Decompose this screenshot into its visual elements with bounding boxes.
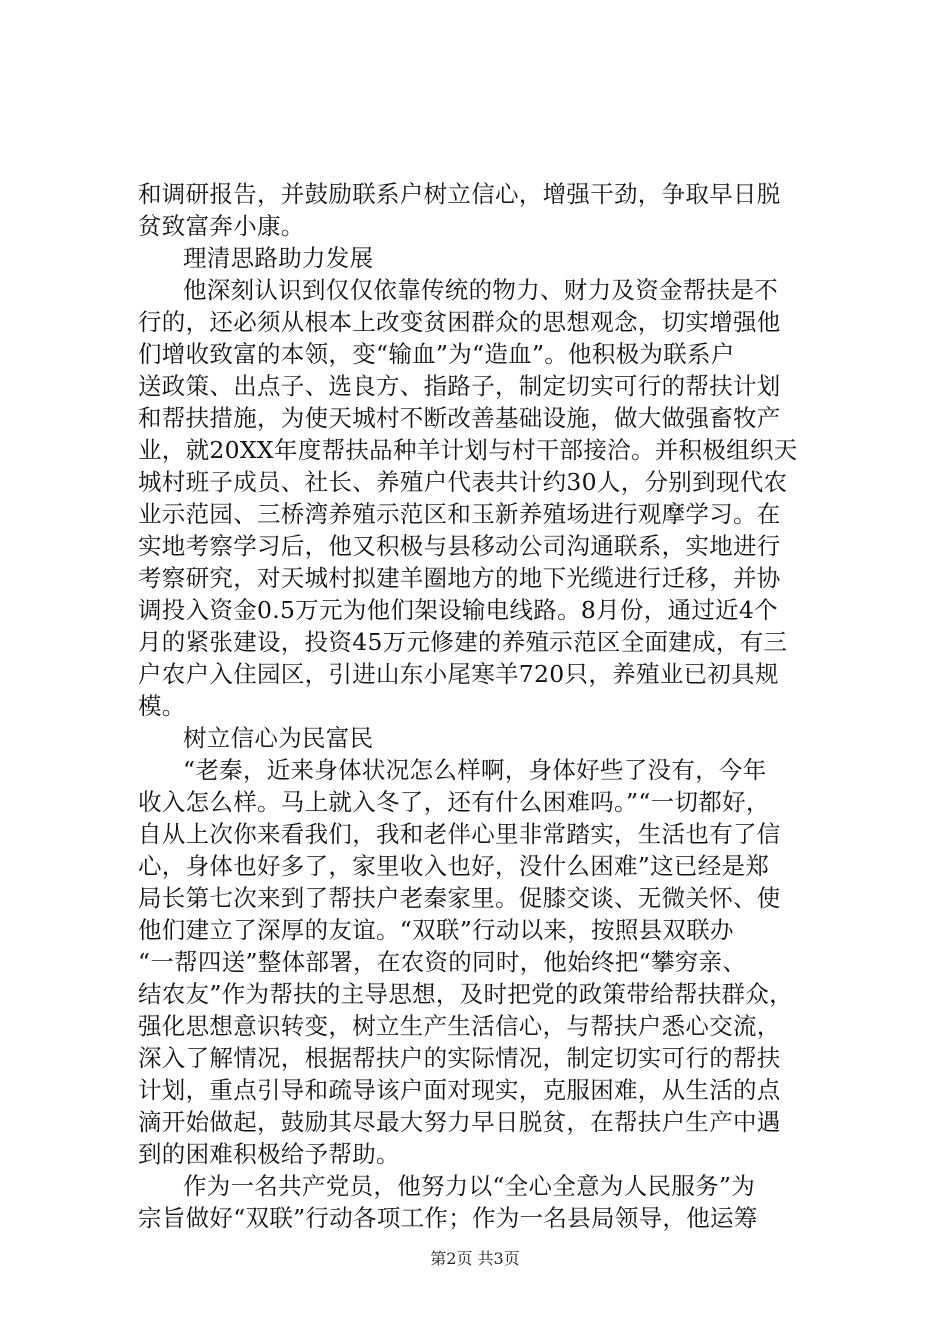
body-text-line: 模。 <box>138 692 186 720</box>
body-text-line: 实地考察学习后，他又积极与县移动公司沟通联系，实地进行 <box>138 532 781 560</box>
body-text-line: 他深刻认识到仅仅依靠传统的物力、财力及资金帮扶是不 <box>183 276 778 304</box>
body-text-line: 计划，重点引导和疏导该户面对现实，克服困难，从生活的点 <box>138 1076 781 1104</box>
body-text-line: “老秦，近来身体状况怎么样啊，身体好些了没有，今年 <box>183 756 767 784</box>
body-text-line: 城村班子成员、社长、养殖户代表共计约30人，分别到现代农 <box>138 468 788 496</box>
section-heading: 树立信心为民富民 <box>183 724 374 752</box>
body-text-line: 业示范园、三桥湾养殖示范区和玉新养殖场进行观摩学习。在 <box>138 500 781 528</box>
body-text-line: 行的，还必须从根本上改变贫困群众的思想观念，切实增强他 <box>138 308 781 336</box>
body-text-line: 心，身体也好多了，家里收入也好，没什么困难”这已经是郑 <box>138 852 770 880</box>
body-text-line: 业，就20XX年度帮扶品种羊计划与村干部接洽。并积极组织天 <box>138 436 798 464</box>
body-text-line: 调投入资金0.5万元为他们架设输电线路。8月份，通过近4个 <box>138 596 778 624</box>
body-text-line: 局长第七次来到了帮扶户老秦家里。促膝交谈、无微关怀、使 <box>138 884 781 912</box>
body-text-line: 们增收致富的本领，变“输血”为“造血”。他积极为联系户 <box>138 340 735 368</box>
body-text-line: 和调研报告，并鼓励联系户树立信心，增强干劲，争取早日脱 <box>138 180 781 208</box>
body-text-line: “一帮四送”整体部署，在农资的同时，他始终把“攀穷亲、 <box>138 948 747 976</box>
body-text-line: 收入怎么样。马上就入冬了，还有什么困难吗。”“一切都好， <box>138 788 770 816</box>
page-number-footer: 第2页 共3页 <box>430 1249 520 1268</box>
body-text-line: 户农户入住园区，引进山东小尾寒羊720只，养殖业已初具规 <box>138 660 779 688</box>
body-text-line: 送政策、出点子、选良方、指路子，制定切实可行的帮扶计划 <box>138 372 781 400</box>
body-text-line: 结农友”作为帮扶的主导思想，及时把党的政策带给帮扶群众， <box>138 980 793 1008</box>
body-text-line: 考察研究，对天城村拟建羊圈地方的地下光缆进行迁移，并协 <box>138 564 781 592</box>
body-text-line: 滴开始做起，鼓励其尽最大努力早日脱贫，在帮扶户生产中遇 <box>138 1108 781 1136</box>
body-text-line: 自从上次你来看我们，我和老伴心里非常踏实，生活也有了信 <box>138 820 781 848</box>
body-text-line: 和帮扶措施，为使天城村不断改善基础设施，做大做强畜牧产 <box>138 404 781 432</box>
body-text-line: 月的紧张建设，投资45万元修建的养殖示范区全面建成，有三 <box>138 628 788 656</box>
body-text-line: 作为一名共产党员，他努力以“全心全意为人民服务”为 <box>183 1172 756 1200</box>
body-text-line: 宗旨做好“双联”行动各项工作；作为一名县局领导，他运筹 <box>138 1204 758 1232</box>
body-text-line: 强化思想意识转变，树立生产生活信心，与帮扶户悉心交流， <box>138 1012 781 1040</box>
body-text-line: 贫致富奔小康。 <box>138 212 305 240</box>
body-text-line: 深入了解情况，根据帮扶户的实际情况，制定切实可行的帮扶 <box>138 1044 781 1072</box>
body-text-line: 他们建立了深厚的友谊。“双联”行动以来，按照县双联办 <box>138 916 734 944</box>
section-heading: 理清思路助力发展 <box>183 244 374 272</box>
body-text-line: 到的困难积极给予帮助。 <box>138 1140 400 1168</box>
